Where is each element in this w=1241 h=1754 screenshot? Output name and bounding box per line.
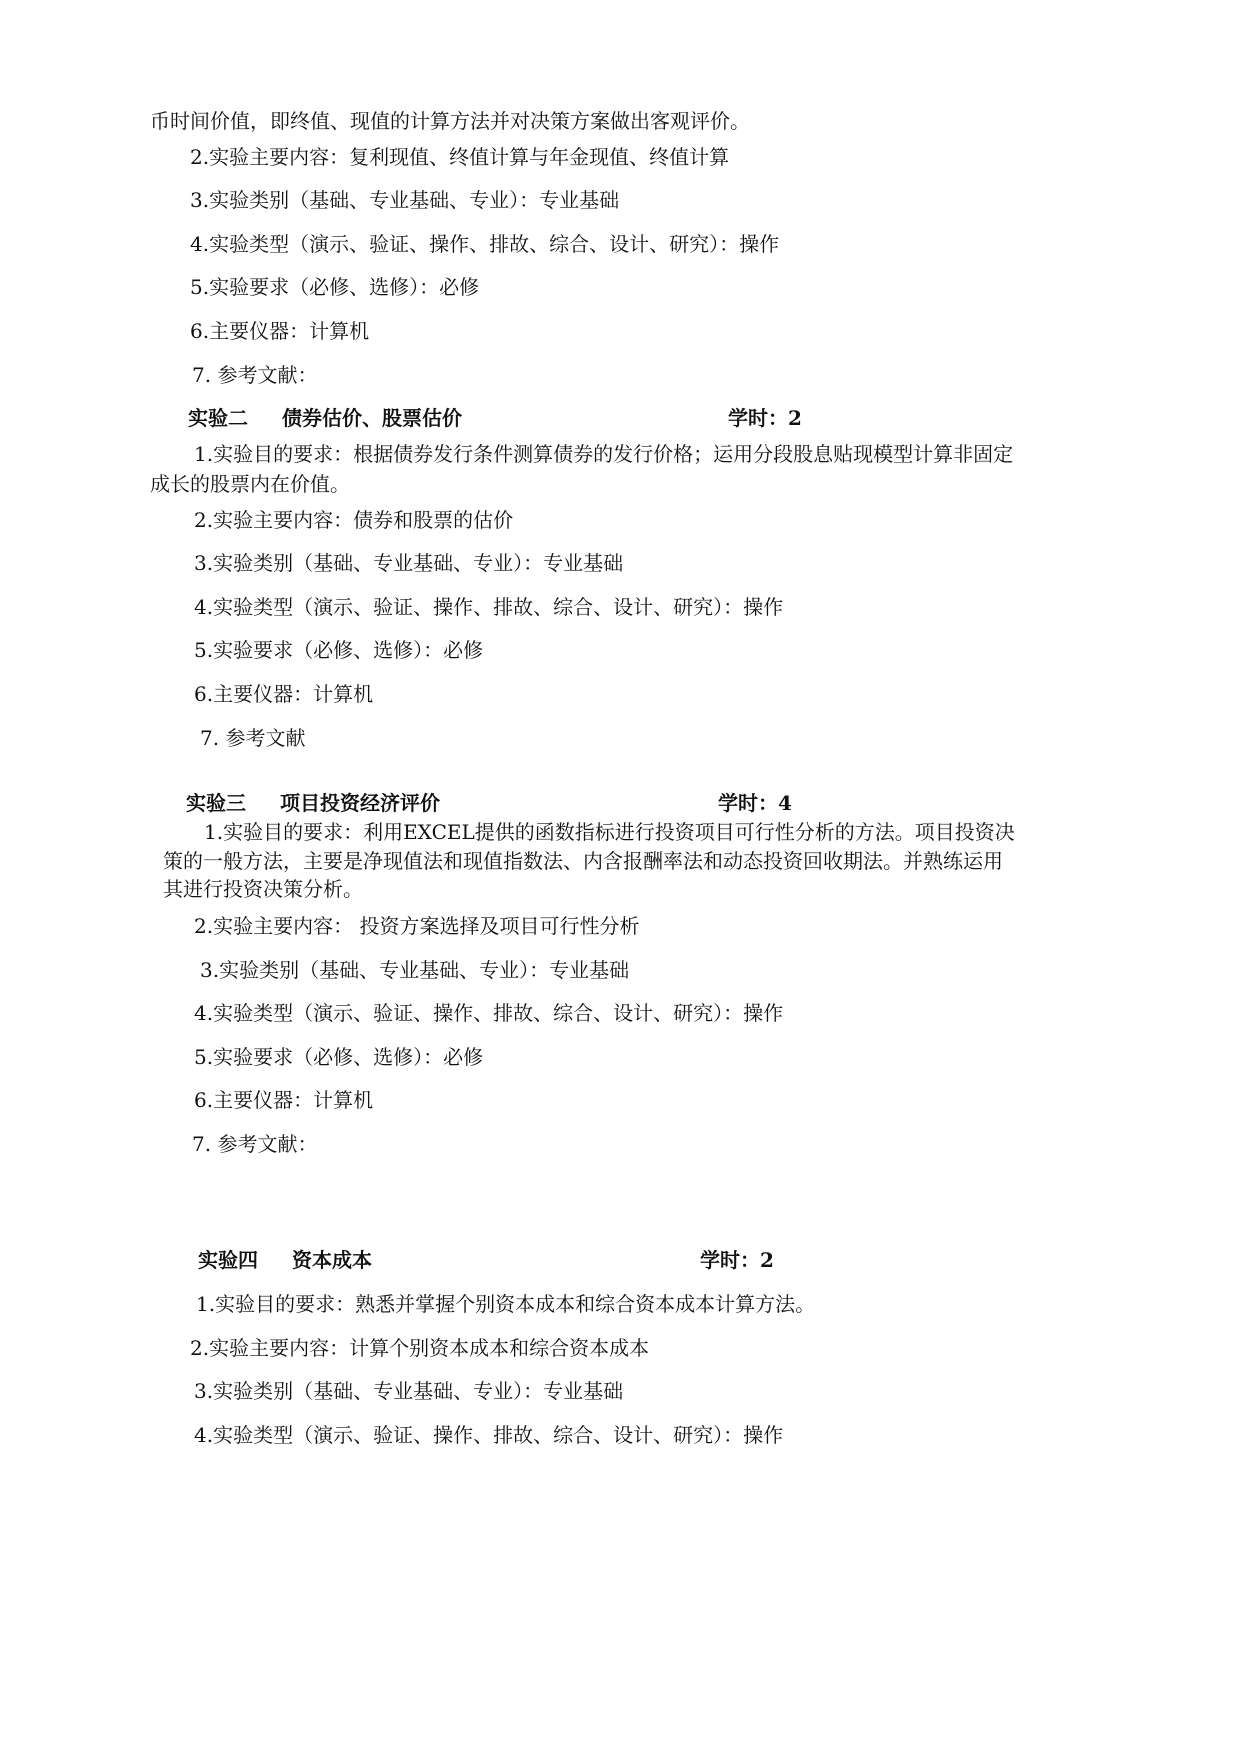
exp4-category: 3.实验类别（基础、专业基础、专业）：专业基础: [194, 1379, 624, 1403]
exp2-requirement: 5.实验要求（必修、选修）：必修: [194, 638, 484, 662]
exp1-requirement: 5.实验要求（必修、选修）：必修: [190, 275, 480, 299]
exp3-category: 3.实验类别（基础、专业基础、专业）：专业基础: [200, 958, 630, 982]
exp2-category: 3.实验类别（基础、专业基础、专业）：专业基础: [194, 551, 624, 575]
exp4-label: 实验四: [198, 1248, 258, 1272]
exp1-type: 4.实验类型（演示、验证、操作、排故、综合、设计、研究）：操作: [190, 232, 780, 256]
intro-text: 币时间价值，即终值、现值的计算方法并对决策方案做出客观评价。: [150, 109, 750, 133]
exp3-type: 4.实验类型（演示、验证、操作、排故、综合、设计、研究）：操作: [194, 1001, 784, 1025]
exp2-type: 4.实验类型（演示、验证、操作、排故、综合、设计、研究）：操作: [194, 595, 784, 619]
exp4-type: 4.实验类型（演示、验证、操作、排故、综合、设计、研究）：操作: [194, 1423, 784, 1447]
exp3-label: 实验三: [186, 791, 246, 815]
exp1-references: 7. 参考文献：: [192, 363, 318, 387]
exp3-title: 项目投资经济评价: [280, 791, 440, 815]
exp2-hours: 学时：2: [728, 406, 802, 430]
exp2-references: 7. 参考文献: [200, 726, 306, 750]
exp1-category: 3.实验类别（基础、专业基础、专业）：专业基础: [190, 188, 620, 212]
exp3-content: 2.实验主要内容： 投资方案选择及项目可行性分析: [194, 914, 640, 938]
exp3-objective-line1: 1.实验目的要求：利用EXCEL提供的函数指标进行投资项目可行性分析的方法。项目投资决: [204, 820, 1015, 844]
exp2-instrument: 6.主要仪器：计算机: [194, 682, 374, 706]
exp3-instrument: 6.主要仪器：计算机: [194, 1088, 374, 1112]
exp3-hours: 学时：4: [718, 791, 792, 815]
exp2-objective-line2: 成长的股票内在价值。: [150, 472, 350, 496]
exp3-objective-line2: 策的一般方法，主要是净现值法和现值指数法、内含报酬率法和动态投资回收期法。并熟练运用: [163, 849, 1003, 873]
exp2-heading: [188, 405, 462, 431]
exp1-content: 2.实验主要内容：复利现值、终值计算与年金现值、终值计算: [190, 145, 730, 169]
exp3-references: 7. 参考文献：: [192, 1132, 318, 1156]
exp4-heading: [198, 1247, 372, 1273]
exp4-content: 2.实验主要内容：计算个别资本成本和综合资本成本: [190, 1336, 650, 1360]
exp3-requirement: 5.实验要求（必修、选修）：必修: [194, 1045, 484, 1069]
exp1-instrument: 6.主要仪器：计算机: [190, 319, 370, 343]
exp2-title: 债券估价、股票估价: [282, 406, 462, 430]
exp3-heading: [186, 790, 440, 816]
exp2-content: 2.实验主要内容：债券和股票的估价: [194, 508, 514, 532]
exp3-objective-line3: 其进行投资决策分析。: [163, 877, 363, 901]
exp4-hours: 学时：2: [700, 1248, 774, 1272]
exp2-objective-line1: 1.实验目的要求：根据债券发行条件测算债券的发行价格；运用分段股息贴现模型计算非固定: [194, 442, 1014, 466]
exp4-objective: 1.实验目的要求：熟悉并掌握个别资本成本和综合资本成本计算方法。: [196, 1292, 816, 1316]
exp2-label: 实验二: [188, 406, 248, 430]
exp4-title: 资本成本: [292, 1248, 372, 1272]
